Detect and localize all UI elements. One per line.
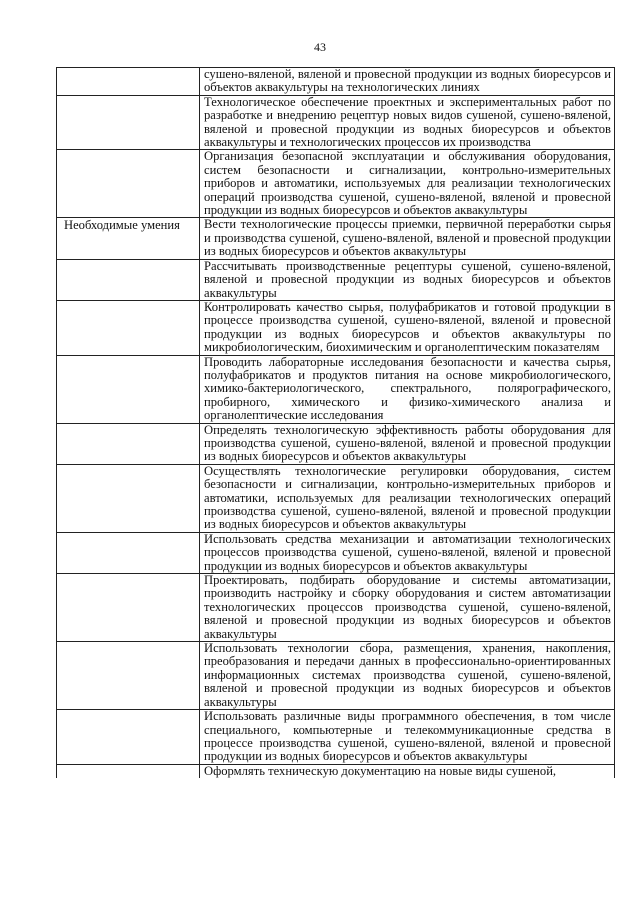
row-description bbox=[200, 532, 615, 573]
description-text: Технологическое обеспечение проектных и экспериментальных работ по разработке и внедрению рецептур новых видов сушеной, сушено-вяленой, вяленой и провесной продукции из водных биоресурсов и объектов аквакультуры и технологических процессов их производства bbox=[204, 94, 611, 150]
description-text: Осуществлять технологические регулировки оборудования, систем безопасности и сигнализации, контрольно-измерительных приборов и автоматики, используемых для реализации технологических операций производства сушеной, сушено-вяленой, вяленой и провесной продукции из водных биоресурсов и объектов аквакультуры bbox=[204, 463, 611, 532]
row-description bbox=[200, 259, 615, 300]
description-text: Использовать различные виды программного обеспечения, в том числе специального, компьютерные и телекоммуникационные средства в процессе производства сушеной, сушено-вяленой, вяленой и провесной продукции из водных биоресурсов и объектов аквакультуры bbox=[204, 709, 611, 764]
row-description bbox=[200, 355, 615, 423]
description-text: Использовать технологии сбора, размещения, хранения, накопления, преобразования и передачи данных в профессионально-ориентированных информационных системах производства сушеной, сушено-вяленой, вяленой и провесной продукции из водных биоресурсов и объектов аквакультуры bbox=[204, 641, 611, 709]
row-description bbox=[200, 150, 615, 218]
table-row bbox=[57, 642, 615, 710]
table-row bbox=[57, 710, 615, 765]
table-row bbox=[57, 423, 615, 464]
description-text: Проектировать, подбирать оборудование и системы автоматизации, производить настройку и сборку оборудования и систем автоматизации технологических процессов производства сушеной, сушено-вяленой, вяленой и провесной продукции из водных биоресурсов и объектов аквакультуры bbox=[204, 573, 611, 641]
row-label bbox=[57, 423, 200, 464]
row-label bbox=[57, 464, 200, 532]
row-description bbox=[200, 423, 615, 464]
row-label bbox=[57, 355, 200, 423]
table-row bbox=[57, 218, 615, 259]
description-text: Вести технологические процессы приемки, первичной переработки сырья и производства сушеной, сушено-вяленой, вяленой и провесной продукции из водных биоресурсов и объектов аквакультуры bbox=[204, 217, 611, 259]
row-description bbox=[200, 95, 615, 150]
row-label bbox=[57, 764, 200, 778]
row-label bbox=[57, 259, 200, 300]
table-row bbox=[57, 532, 615, 573]
row-description bbox=[200, 218, 615, 259]
row-label bbox=[57, 150, 200, 218]
row-description bbox=[200, 300, 615, 355]
row-label bbox=[57, 300, 200, 355]
table-row bbox=[57, 95, 615, 150]
requirements-table bbox=[56, 67, 615, 778]
table-row bbox=[57, 259, 615, 300]
description-text: Рассчитывать производственные рецептуры сушеной, сушено-вяленой, вяленой и провесной продукции из водных биоресурсов и объектов аквакультуры bbox=[204, 258, 611, 300]
table-row bbox=[57, 150, 615, 218]
description-text: Использовать средства механизации и автоматизации технологических процессов производства сушеной, сушено-вяленой, вяленой и провесной продукции из водных биоресурсов и объектов аквакультуры bbox=[204, 531, 611, 573]
description-text: Организация безопасной эксплуатации и обслуживания оборудования, систем безопасности и сигнализации, контрольно-измерительных приборов и автоматики, используемых для реализации технологических операций производства сушеной, сушено-вяленой, вяленой и провесной продукции из водных биоресурсов и объектов аквакультуры bbox=[204, 149, 611, 218]
row-description bbox=[200, 764, 615, 778]
table-row bbox=[57, 764, 615, 778]
table-row bbox=[57, 68, 615, 96]
row-label bbox=[57, 710, 200, 765]
description-text: Оформлять техническую документацию на новые виды сушеной, bbox=[204, 763, 557, 778]
table-row bbox=[57, 464, 615, 532]
description-text: Контролировать качество сырья, полуфабрикатов и готовой продукции в процессе производства сушеной, сушено-вяленой, вяленой и провесной продукции из водных биоресурсов и объектов аквакультуры по микробиологическим, биохимическим и органолептическим показателям bbox=[204, 299, 611, 355]
row-label bbox=[57, 95, 200, 150]
description-text: Проводить лабораторные исследования безопасности и качества сырья, полуфабрикатов и продуктов питания на основе микробиологического, химико-бактериологического, спектрального, полярографического, пробирного, химического и физико-химического анализа и органолептические исследования bbox=[204, 354, 611, 423]
table-row bbox=[57, 300, 615, 355]
row-label bbox=[57, 642, 200, 710]
description-text: Определять технологическую эффективность работы оборудования для производства сушеной, сушено-вяленой, вяленой и провесной продукции из водных биоресурсов и объектов аквакультуры bbox=[204, 422, 611, 464]
page-number: 43 bbox=[314, 40, 326, 54]
row-description bbox=[200, 464, 615, 532]
row-description bbox=[200, 642, 615, 710]
table-row bbox=[57, 355, 615, 423]
table-row bbox=[57, 574, 615, 642]
row-description bbox=[200, 574, 615, 642]
description-text: сушено-вяленой, вяленой и провесной продукции из водных биоресурсов и объектов аквакультуры на технологических линиях bbox=[204, 67, 611, 95]
row-label bbox=[57, 68, 200, 96]
section-label-skills: Необходимые умения bbox=[57, 218, 200, 259]
row-description bbox=[200, 68, 615, 96]
row-label bbox=[57, 532, 200, 573]
row-description bbox=[200, 710, 615, 765]
row-label bbox=[57, 574, 200, 642]
